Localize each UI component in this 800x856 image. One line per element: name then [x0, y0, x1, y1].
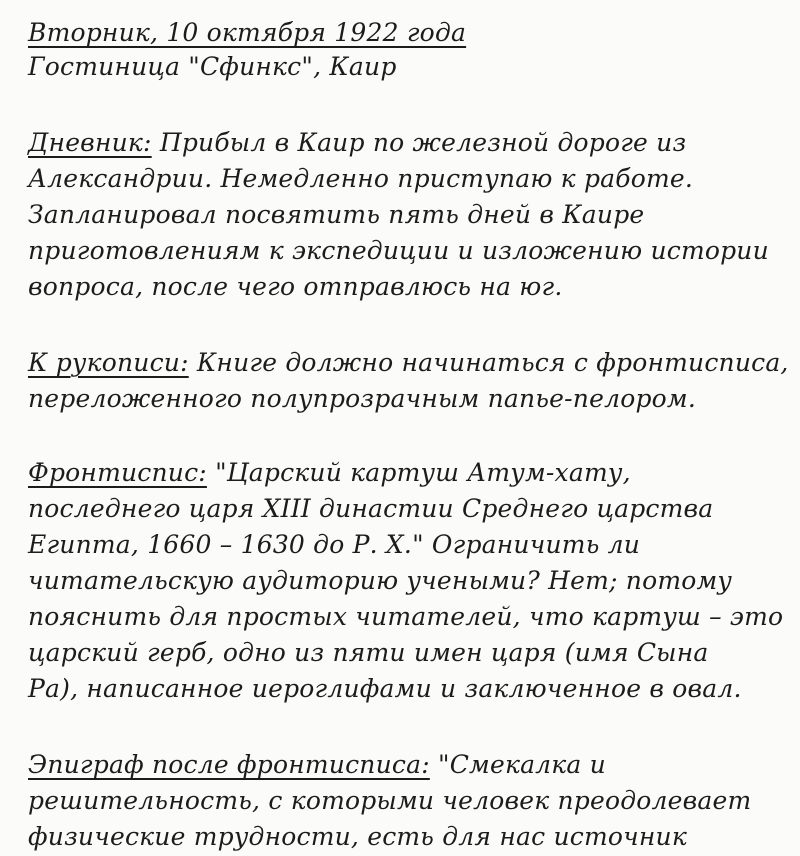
manuscript-label: К рукописи:: [28, 348, 189, 377]
epigraph-line-1: [28, 748, 606, 782]
frontispiece-text-1: "Царский картуш Атум-хату,: [215, 458, 631, 487]
date-line: [28, 16, 466, 50]
date-heading: Вторник, 10 октября 1922 года: [28, 18, 467, 47]
diary-line-3: Запланировал посвятить пять дней в Каире: [28, 200, 645, 229]
frontispiece-line-5: пояснить для простых читателей, что картуш – это: [28, 602, 784, 631]
diary-line-1: [28, 126, 686, 160]
epigraph-line-3: физические трудности, есть для нас источник: [28, 822, 687, 851]
diary-line-2: Александрии. Немедленно приступаю к работе.: [28, 164, 694, 193]
diary-line-4: приготовлениям к экспедиции и изложению истории: [28, 236, 769, 265]
diary-text-1: Прибыл в Каир по железной дороге из: [159, 128, 687, 157]
epigraph-label: Эпиграф после фронтисписа:: [28, 750, 430, 779]
manuscript-line-1: [28, 346, 789, 380]
place-line: Гостиница "Сфинкс", Каир: [28, 52, 397, 81]
manuscript-line-2: переложенного полупрозрачным папье-пелором.: [28, 384, 696, 413]
epigraph-line-2: решительность, с которыми человек преодолевает: [28, 786, 752, 815]
diary-line-5: вопроса, после чего отправлюсь на юг.: [28, 272, 563, 301]
epigraph-text-1: "Смекалка и: [438, 750, 606, 779]
frontispiece-line-1: [28, 456, 631, 490]
frontispiece-line-6: царский герб, одно из пяти имен царя (имя Сына: [28, 638, 709, 667]
frontispiece-line-4: читательскую аудиторию учеными? Нет; потому: [28, 566, 733, 595]
frontispiece-line-2: последнего царя XIII династии Среднего царства: [28, 494, 714, 523]
frontispiece-label: Фронтиспис:: [28, 458, 207, 487]
diary-label: Дневник:: [28, 128, 152, 157]
frontispiece-line-7: Ра), написанное иероглифами и заключенное в овал.: [28, 674, 742, 703]
manuscript-text-1: Книге должно начинаться с фронтисписа,: [196, 348, 789, 377]
frontispiece-line-3: Египта, 1660 – 1630 до Р. Х." Ограничить ли: [28, 530, 641, 559]
